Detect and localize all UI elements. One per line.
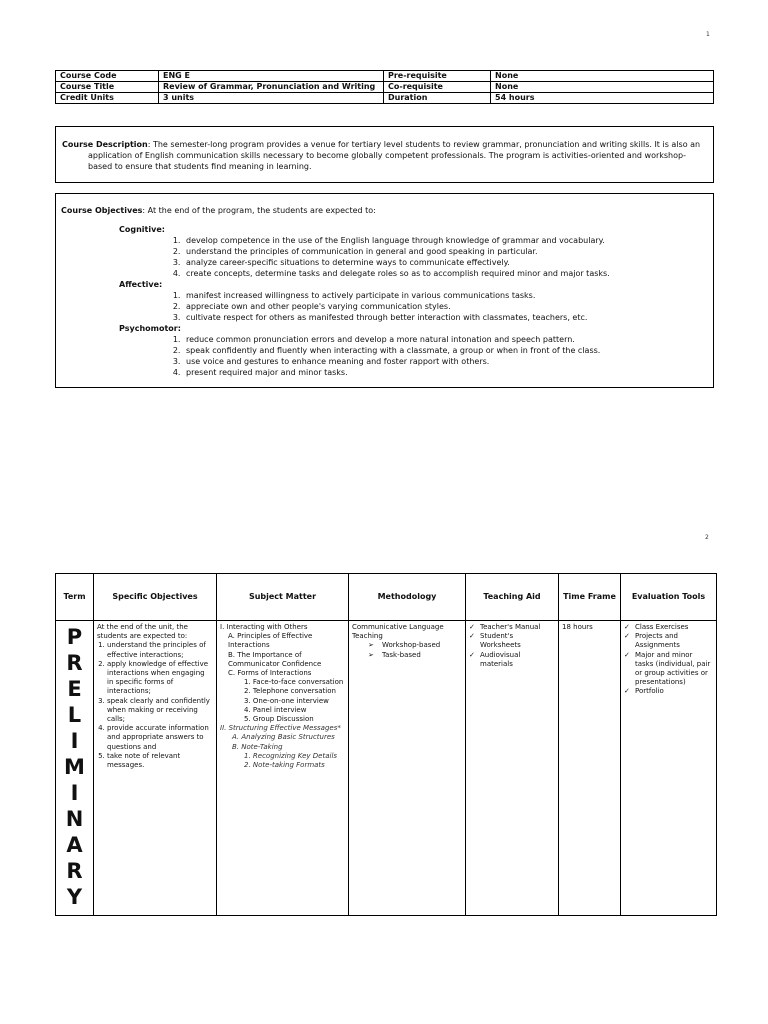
specific-objective: 1. understand the principles of effective interactions; xyxy=(107,641,213,659)
subject-item: 2. Telephone conversation xyxy=(244,687,336,696)
course-title-label: Course Title xyxy=(56,82,159,93)
subject-matter-cell xyxy=(217,621,349,916)
methodology-item: ➢ Workshop-based xyxy=(352,641,462,650)
term-letter: R xyxy=(66,651,83,675)
page-number: 1 xyxy=(706,31,710,38)
psychomotor-item: 2. speak confidently and fluently when interacting with a classmate, a group or when in front of the class. xyxy=(183,345,708,356)
evaluation-item: ✓ Class Exercises xyxy=(624,623,713,632)
course-description-rest: application of English communication skills necessary to become globally competent professionals. The program is activities-oriented and workshop-based to ensure that students find meaning in learning. xyxy=(88,151,686,171)
psychomotor-label: Psychomotor xyxy=(119,324,178,333)
header-term: Term xyxy=(56,574,94,621)
term-letter: N xyxy=(65,807,84,831)
specific-objective: 2. apply knowledge of effective interactions when engaging in specific forms of interactions; xyxy=(107,660,213,697)
subject-topic: II. Structuring Effective Messages* xyxy=(220,724,341,733)
psychomotor-item: 1. reduce common pronunciation errors and develop a more natural intonation and speech pattern. xyxy=(183,334,708,345)
evaluation-item: ✓ Projects and Assignments xyxy=(624,632,713,650)
teaching-aid-item: ✓ Audiovisual materials xyxy=(469,651,555,669)
term-letter: M xyxy=(64,755,85,779)
course-code-label: Course Code xyxy=(56,71,159,82)
corequisite-label: Co-requisite xyxy=(384,82,491,93)
term-letter: Y xyxy=(66,885,83,909)
subject-subtopic: B. Note-Taking xyxy=(232,742,283,751)
credit-units-value: 3 units xyxy=(159,93,384,104)
teaching-aid-cell xyxy=(466,621,559,916)
affective-item: 3. cultivate respect for others as manifested through better interaction with classmates, teachers, etc. xyxy=(183,312,708,323)
evaluation-item: ✓ Portfolio xyxy=(624,687,713,696)
course-info-table xyxy=(55,70,714,104)
course-description-label: Course Description xyxy=(62,140,148,149)
header-time-frame: Time Frame xyxy=(559,574,621,621)
term-letter: I xyxy=(70,781,79,805)
specific-objectives-intro: At the end of the unit, the students are expected to: xyxy=(97,623,188,641)
duration-label: Duration xyxy=(384,93,491,104)
evaluation-item: ✓ Major and minor tasks (individual, pair or group activities or presentations) xyxy=(624,651,713,688)
cognitive-label: Cognitive xyxy=(119,225,162,234)
subject-item: 1. Face-to-face conversation xyxy=(244,678,344,687)
specific-objective: 5. take note of relevant messages. xyxy=(107,752,213,770)
header-specific-objectives: Specific Objectives xyxy=(94,574,217,621)
cognitive-item: 4. create concepts, determine tasks and delegate roles so as to accomplish required minor and major tasks. xyxy=(183,268,708,279)
subject-item: 3. One-on-one interview xyxy=(244,696,329,705)
course-title-value: Review of Grammar, Pronunciation and Writing xyxy=(159,82,384,93)
time-frame-value: 18 hours xyxy=(562,623,593,631)
header-teaching-aid: Teaching Aid xyxy=(466,574,559,621)
methodology-title: Communicative Language Teaching xyxy=(352,623,444,641)
cognitive-list xyxy=(61,235,708,279)
term-letter: A xyxy=(66,833,83,857)
header-subject-matter: Subject Matter xyxy=(217,574,349,621)
time-frame-cell xyxy=(559,621,621,916)
specific-objective: 3. speak clearly and confidently when making or receiving calls; xyxy=(107,697,213,725)
subject-item: 2. Note-taking Formats xyxy=(244,761,325,770)
course-description-first-line: : The semester-long program provides a venue for tertiary level students to review grammar, pronunciation and writing skills. It is also an xyxy=(147,140,701,149)
term-cell xyxy=(56,621,94,916)
cognitive-item: 1. develop competence in the use of the English language through knowledge of grammar and vocabulary. xyxy=(183,235,708,246)
specific-objectives-cell xyxy=(94,621,217,916)
subject-subtopic: C. Forms of Interactions xyxy=(228,669,312,678)
course-objectives-label: Course Objectives xyxy=(61,206,143,215)
subject-item: 1. Recognizing Key Details xyxy=(244,751,338,760)
header-methodology: Methodology xyxy=(349,574,466,621)
evaluation-list xyxy=(624,623,713,697)
page-number: 2 xyxy=(705,534,709,541)
header-evaluation-tools: Evaluation Tools xyxy=(621,574,717,621)
course-objectives-box: Course Objectives: At the end of the program, the students are expected to: Cognitive: 1. develop competence in the use of the English language through knowledge of grammar and vocabulary. 2. understand the principles of communication in general and good speaking in particular. 3. analyze career-specific situations to determine ways to communicate effectively. 4. create concepts, determine tasks and delegate roles so as to accomplish required minor and major tasks. Affective: 1. manifest increased willingness to actively participate in various communications tasks. 2. appreciate own and other people's varying communication styles. 3. cultivate respect for others as manifested through better interaction with classmates, teachers, etc. Psychomotor: 1. reduce common pronunciation errors and develop a more natural intonation and speech pattern. 2. speak confidently and fluently when interacting with a classmate, a group or when in front of the class. 3. use voice and gestures to enhance meaning and foster rapport with others. 4. present required major and minor tasks. xyxy=(55,193,714,388)
specific-objectives-list xyxy=(97,641,213,770)
teaching-aid-list xyxy=(469,623,555,669)
subject-subtopic: A. Analyzing Basic Structures xyxy=(232,733,335,742)
psychomotor-item: 4. present required major and minor tasks. xyxy=(183,367,708,378)
term-letter: I xyxy=(70,729,79,753)
prerequisite-label: Pre-requisite xyxy=(384,71,491,82)
term-letter: E xyxy=(67,677,82,701)
psychomotor-list xyxy=(61,334,708,378)
evaluation-tools-cell xyxy=(621,621,717,916)
teaching-aid-item: ✓ Student's Worksheets xyxy=(469,632,555,650)
course-description-box xyxy=(55,126,714,183)
term-letter: L xyxy=(67,703,82,727)
affective-list xyxy=(61,290,708,323)
affective-item: 1. manifest increased willingness to actively participate in various communications tasks. xyxy=(183,290,708,301)
subject-subtopic: A. Principles of Effective Interactions xyxy=(228,632,313,650)
course-code-value: ENG E xyxy=(159,71,384,82)
affective-label: Affective xyxy=(119,280,160,289)
cognitive-item: 2. understand the principles of communication in general and good speaking in particular. xyxy=(183,246,708,257)
term-letter: R xyxy=(66,859,83,883)
subject-item: 4. Panel interview xyxy=(244,705,307,714)
psychomotor-item: 3. use voice and gestures to enhance meaning and foster rapport with others. xyxy=(183,356,708,367)
corequisite-value: None xyxy=(491,82,714,93)
credit-units-label: Credit Units xyxy=(56,93,159,104)
subject-subtopic: B. The Importance of Communicator Confidence xyxy=(228,650,322,668)
subject-topic: I. Interacting with Others xyxy=(220,623,308,631)
methodology-list xyxy=(352,641,462,659)
course-objectives-intro: : At the end of the program, the students are expected to: xyxy=(142,206,376,215)
teaching-aid-item: ✓ Teacher's Manual xyxy=(469,623,555,632)
methodology-item: ➢ Task-based xyxy=(352,651,462,660)
subject-item: 5. Group Discussion xyxy=(244,715,314,724)
syllabus-table xyxy=(55,573,717,916)
methodology-cell xyxy=(349,621,466,916)
affective-item: 2. appreciate own and other people's varying communication styles. xyxy=(183,301,708,312)
cognitive-item: 3. analyze career-specific situations to determine ways to communicate effectively. xyxy=(183,257,708,268)
prerequisite-value: None xyxy=(491,71,714,82)
duration-value: 54 hours xyxy=(491,93,714,104)
specific-objective: 4. provide accurate information and appropriate answers to questions and xyxy=(107,724,213,752)
term-letter: P xyxy=(66,625,83,649)
